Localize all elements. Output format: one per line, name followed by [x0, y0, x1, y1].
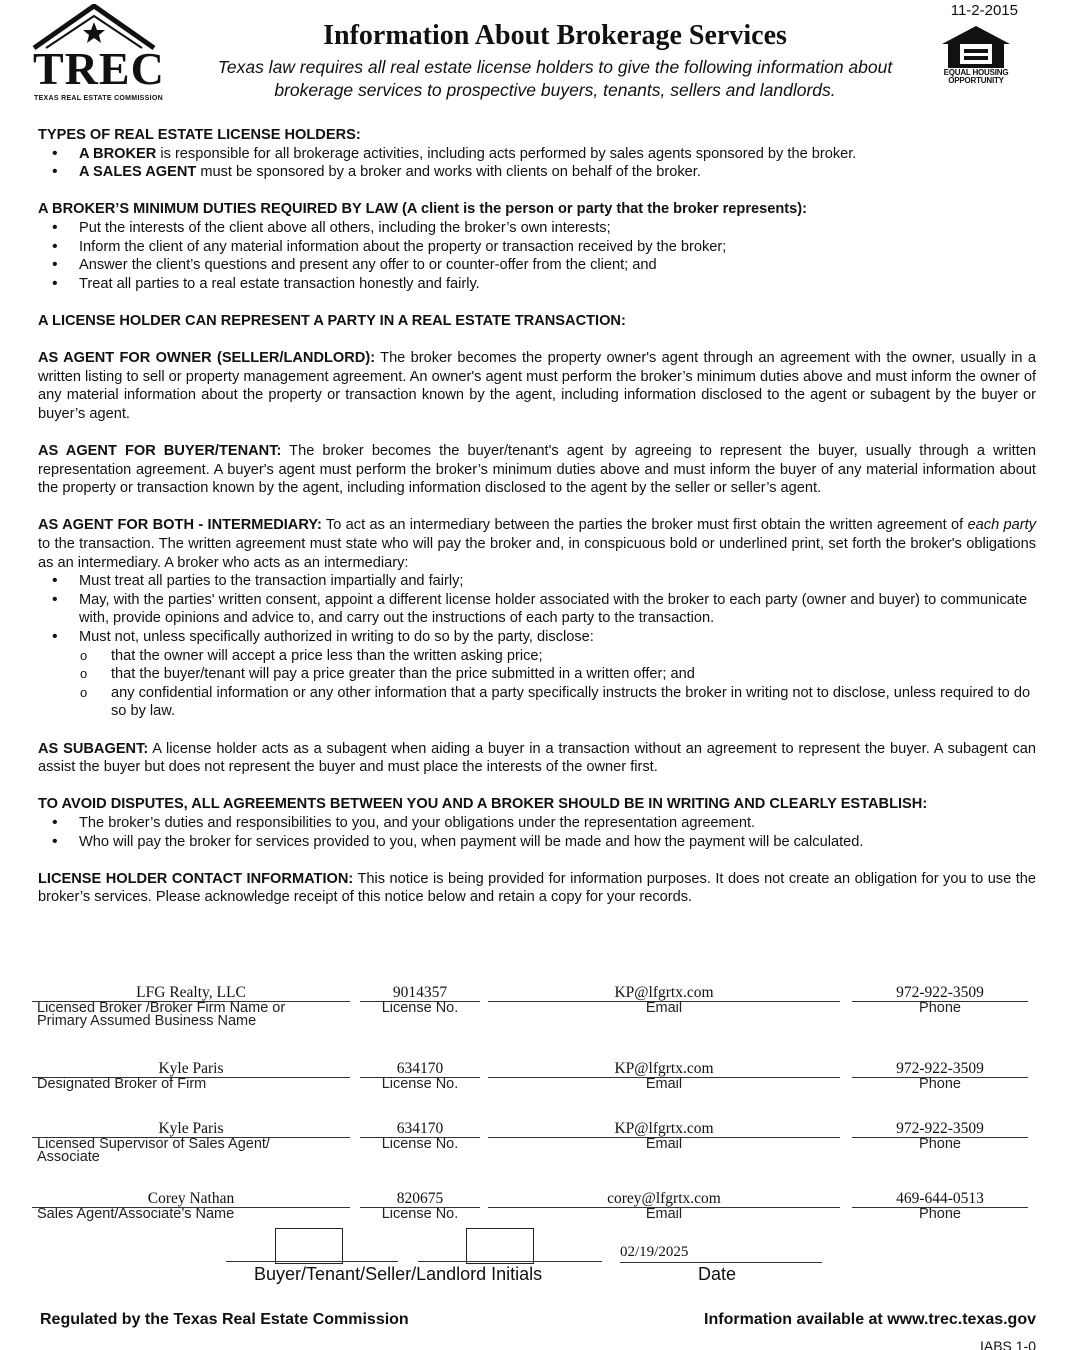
- sub-list-item: o that the owner will accept a price less than the written asking price;: [38, 647, 1036, 666]
- license-cell[interactable]: [360, 984, 480, 1015]
- duties-heading: A BROKER’S MINIMUM DUTIES REQUIRED BY LAW (A client is the person or party that the broker represents):: [38, 201, 807, 218]
- phone-label: Phone: [919, 1206, 961, 1222]
- initials-label: Buyer/Tenant/Seller/Landlord Initials: [254, 1264, 543, 1284]
- initials-box[interactable]: [275, 1228, 343, 1264]
- sub-list-item: o that the buyer/tenant will pay a price greater than the price submitted in a written offer; and: [38, 665, 1036, 684]
- email-label: Email: [645, 1136, 683, 1152]
- name-cell[interactable]: [32, 1120, 350, 1164]
- name-value: Kyle Paris: [158, 1120, 224, 1137]
- trec-logo-text: TREC: [33, 43, 165, 94]
- license-value: 820675: [396, 1190, 444, 1207]
- phone-label: Phone: [919, 1076, 961, 1092]
- license-cell[interactable]: [360, 1060, 480, 1091]
- list-item: • Answer the client’s questions and present any offer to or counter-offer from the client; and: [38, 256, 1036, 275]
- list-item: • Inform the client of any material information about the property or transaction received by the broker;: [38, 238, 1036, 257]
- list-item: • Put the interests of the client above all others, including the broker’s own interests;: [38, 219, 1036, 238]
- license-value: 634170: [396, 1120, 444, 1137]
- owner-paragraph: [38, 349, 1036, 423]
- disputes-list: [38, 814, 1036, 851]
- buyer-text: The broker becomes the buyer/tenant's agent by agreeing to represent the buyer, usually through a written representation agreement. A buyer's agent must perform the broker’s minimum duties above and must inform the buyer of any material information about the property or transaction known by the agent, including information disclosed to the agent by the seller or seller’s agent.: [38, 443, 1036, 497]
- form-code: IABS 1-0: [979, 1338, 1036, 1350]
- date-line: [620, 1262, 822, 1263]
- label-line: Primary Assumed Business Name: [37, 1013, 257, 1029]
- date-label: Date: [698, 1264, 737, 1284]
- footer-regulated: Regulated by the Texas Real Estate Commission: [40, 1311, 409, 1328]
- phone-cell[interactable]: [852, 984, 1028, 1015]
- buyer-heading: AS AGENT FOR BUYER/TENANT:: [38, 443, 282, 460]
- types-list: [38, 145, 1036, 182]
- list-item: [38, 145, 1036, 164]
- list-item: • Must not, unless specifically authorized in writing to do so by the party, disclose:: [38, 628, 1036, 647]
- email-label: Email: [645, 1000, 683, 1016]
- owner-heading: AS AGENT FOR OWNER (SELLER/LANDLORD):: [38, 350, 376, 367]
- list-item: [38, 163, 1036, 182]
- subagent-heading: AS SUBAGENT:: [38, 740, 149, 757]
- intermediary-heading: AS AGENT FOR BOTH - INTERMEDIARY:: [38, 517, 322, 534]
- email-label: Email: [645, 1206, 683, 1222]
- label-line: Designated Broker of Firm: [37, 1076, 207, 1092]
- disclose-sublist: [38, 647, 1036, 721]
- item-text: is responsible for all brokerage activities, including acts performed by sales agents sponsored by the broker.: [156, 145, 857, 162]
- email-value: KP@lfgrtx.com: [614, 984, 714, 1001]
- phone-value: 972-922-3509: [896, 984, 984, 1001]
- phone-value: 972-922-3509: [896, 1120, 984, 1137]
- intermediary-italic: each party: [967, 517, 1036, 534]
- license-holder-row: [0, 984, 1080, 1034]
- form-date: 11-2-2015: [950, 2, 1018, 19]
- page-subtitle: [190, 56, 920, 102]
- sub-list-item: o any confidential information or any other information that a party specifically instructs the broker in writing not to disclose, unless required to do so by law.: [38, 684, 1036, 721]
- name-label: [32, 1078, 350, 1091]
- list-item: • Must treat all parties to the transaction impartially and fairly;: [38, 572, 1036, 591]
- contact-text: This notice is being provided for information purposes. It does not create an obligation for you to use the broker’s services. Please acknowledge receipt of this notice below and retain a copy for your records.: [38, 870, 1036, 906]
- item-text: must be sponsored by a broker and works with clients on behalf of the broker.: [196, 164, 701, 181]
- license-label: License No.: [381, 1076, 459, 1092]
- eho-line: EQUAL HOUSING: [943, 68, 1009, 77]
- contact-paragraph: [38, 870, 1036, 907]
- phone-cell[interactable]: [852, 1190, 1028, 1221]
- subtitle-line: Texas law requires all real estate license holders to give the following information about: [217, 57, 893, 77]
- name-cell[interactable]: [32, 984, 350, 1028]
- email-cell[interactable]: [488, 1190, 840, 1221]
- contact-heading: LICENSE HOLDER CONTACT INFORMATION:: [38, 870, 354, 887]
- email-value: corey@lfgrtx.com: [607, 1190, 721, 1207]
- email-value: KP@lfgrtx.com: [614, 1120, 714, 1137]
- disputes-heading: TO AVOID DISPUTES, ALL AGREEMENTS BETWEEN YOU AND A BROKER SHOULD BE IN WRITING AND CLEARLY ESTABLISH:: [38, 796, 928, 813]
- license-holder-row: [0, 1120, 1080, 1170]
- item-bold: A BROKER: [79, 145, 157, 162]
- label-line: Associate: [37, 1149, 100, 1165]
- name-label: [32, 1138, 350, 1164]
- eho-line: OPPORTUNITY: [948, 76, 1004, 85]
- phone-value: 469-644-0513: [896, 1190, 984, 1207]
- license-label: License No.: [381, 1136, 459, 1152]
- types-heading: TYPES OF REAL ESTATE LICENSE HOLDERS:: [38, 127, 361, 143]
- license-holder-row: [0, 1060, 1080, 1110]
- name-label: [32, 1002, 350, 1028]
- label-line: Licensed Broker /Broker Firm Name or: [37, 1000, 286, 1016]
- list-item: • May, with the parties' written consent, appoint a different license holder associated with the broker to each party (owner and buyer) to communicate with, provide opinions and advice to, and carry out the instructions of each party to the transaction.: [38, 591, 1036, 628]
- name-cell[interactable]: [32, 1190, 350, 1221]
- intermediary-list: [38, 572, 1036, 646]
- subagent-paragraph: [38, 740, 1036, 777]
- phone-value: 972-922-3509: [896, 1060, 984, 1077]
- license-label: License No.: [381, 1000, 459, 1016]
- owner-text: The broker becomes the property owner's agent through an agreement with the owner, usually in a written listing to sell or property management agreement. An owner's agent must perform the broker’s minimum duties above and must inform the owner of any material information about the property or transaction known by the agent, including information disclosed to the agent or subagent by the buyer or buyer’s agent.: [38, 350, 1037, 422]
- license-label: License No.: [381, 1206, 459, 1222]
- email-cell[interactable]: [488, 1120, 840, 1151]
- acknowledgement-section: [0, 1228, 1080, 1288]
- trec-logo-subtext: TEXAS REAL ESTATE COMMISSION: [34, 95, 163, 102]
- intermediary-text: to the transaction. The written agreement must state who will pay the broker and, in conspicuous bold or underlined print, set forth the broker's obligations as an intermediary. A broker who acts as an intermediary:: [38, 536, 1036, 571]
- buyer-paragraph: [38, 442, 1036, 498]
- phone-cell[interactable]: [852, 1120, 1028, 1151]
- phone-label: Phone: [919, 1136, 961, 1152]
- phone-cell[interactable]: [852, 1060, 1028, 1091]
- label-line: Licensed Supervisor of Sales Agent/: [37, 1136, 270, 1152]
- document-body: [38, 126, 1036, 907]
- email-cell[interactable]: [488, 984, 840, 1015]
- name-cell[interactable]: [32, 1060, 350, 1091]
- name-label: [32, 1208, 350, 1221]
- item-bold: A SALES AGENT: [79, 164, 197, 181]
- email-value: KP@lfgrtx.com: [614, 1060, 714, 1077]
- duties-list: [38, 219, 1036, 293]
- list-item: • The broker’s duties and responsibilities to you, and your obligations under the representation agreement.: [38, 814, 1036, 833]
- name-value: Corey Nathan: [147, 1190, 235, 1207]
- page-title: Information About Brokerage Services: [323, 20, 787, 51]
- list-item: • Who will pay the broker for services provided to you, when payment will be made and how the payment will be calculated.: [38, 833, 1036, 852]
- intermediary-paragraph: [38, 516, 1036, 572]
- intermediary-text: To act as an intermediary between the parties the broker must first obtain the written agreement of: [321, 517, 968, 534]
- license-cell[interactable]: [360, 1190, 480, 1221]
- subagent-text: A license holder acts as a subagent when aiding a buyer in a transaction without an agreement to represent the buyer. A subagent can assist the buyer but does not represent the buyer and must place the interests of the owner first.: [38, 740, 1036, 776]
- phone-label: Phone: [919, 1000, 961, 1016]
- email-cell[interactable]: [488, 1060, 840, 1091]
- represent-heading: A LICENSE HOLDER CAN REPRESENT A PARTY IN A REAL ESTATE TRANSACTION:: [38, 312, 626, 329]
- name-value: Kyle Paris: [158, 1060, 224, 1077]
- license-cell[interactable]: [360, 1120, 480, 1151]
- name-value: LFG Realty, LLC: [136, 984, 246, 1001]
- initials-box[interactable]: [466, 1228, 534, 1264]
- license-value: 9014357: [392, 984, 448, 1001]
- date-value[interactable]: 02/19/2025: [620, 1244, 689, 1260]
- email-label: Email: [645, 1076, 683, 1092]
- equal-housing-text: [940, 69, 1012, 85]
- list-item: • Treat all parties to a real estate transaction honestly and fairly.: [38, 275, 1036, 294]
- license-value: 634170: [396, 1060, 444, 1077]
- footer-info-link[interactable]: Information available at www.trec.texas.gov: [704, 1311, 1036, 1328]
- label-line: Sales Agent/Associate’s Name: [37, 1206, 235, 1222]
- subtitle-line: brokerage services to prospective buyers, tenants, sellers and landlords.: [274, 80, 836, 100]
